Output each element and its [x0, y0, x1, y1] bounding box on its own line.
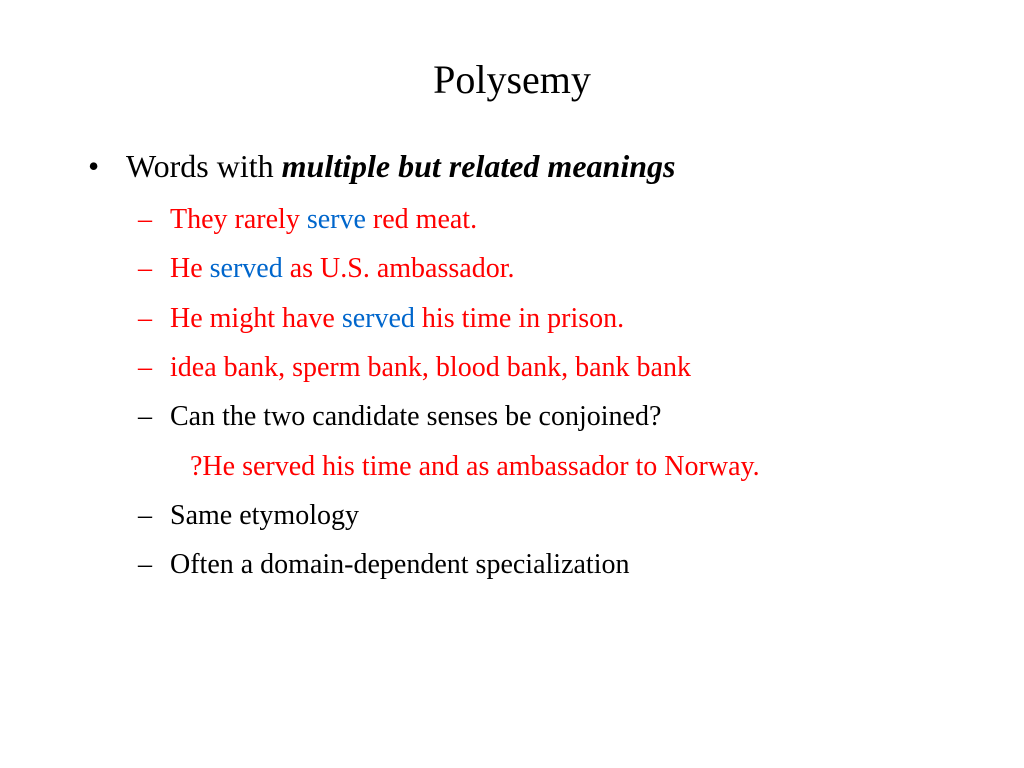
sub-item-after: as U.S. ambassador.: [282, 253, 515, 284]
highlight-word: served: [341, 303, 415, 334]
conjoined-example: ?He served his time and as ambassador to Norway.: [190, 451, 760, 482]
sub-item-bank-examples: [138, 349, 691, 387]
sub-item-text: idea bank, sperm bank, blood bank, bank bank: [170, 352, 691, 383]
dash-marker: –: [138, 204, 152, 235]
sub-item-text: Can the two candidate senses be conjoined?: [170, 401, 662, 432]
sub-item-conjoined-question: [138, 398, 661, 436]
sub-item-served-prison: [138, 300, 624, 338]
slide-title: Polysemy: [433, 57, 591, 102]
sub-item-etymology: [138, 497, 359, 535]
sub-item-text: Often a domain-dependent specialization: [170, 549, 630, 580]
dash-marker: –: [138, 253, 152, 284]
sub-item-served-ambassador: [138, 250, 515, 288]
bullet-marker: •: [88, 148, 100, 184]
sub-item-before: They rarely: [170, 204, 307, 235]
dash-marker: –: [138, 549, 152, 580]
sub-item-after: his time in prison.: [414, 303, 625, 334]
sub-item-specialization: [138, 546, 629, 584]
bullet-emphasis: multiple but related meanings: [281, 148, 676, 184]
highlight-word: serve: [306, 204, 366, 235]
sub-item-text: Same etymology: [170, 500, 359, 531]
sub-item-before: He: [170, 253, 210, 284]
dash-marker: –: [138, 303, 152, 334]
bullet-text: Words with: [126, 148, 282, 184]
sub-item-serve-red-meat: [138, 201, 477, 239]
dash-marker: –: [138, 500, 152, 531]
sub-item-after: red meat.: [365, 204, 478, 235]
dash-marker: –: [138, 352, 152, 383]
main-bullet: [88, 144, 675, 188]
sub-item-before: He might have: [170, 303, 342, 334]
dash-marker: –: [138, 401, 152, 432]
highlight-word: served: [209, 253, 283, 284]
